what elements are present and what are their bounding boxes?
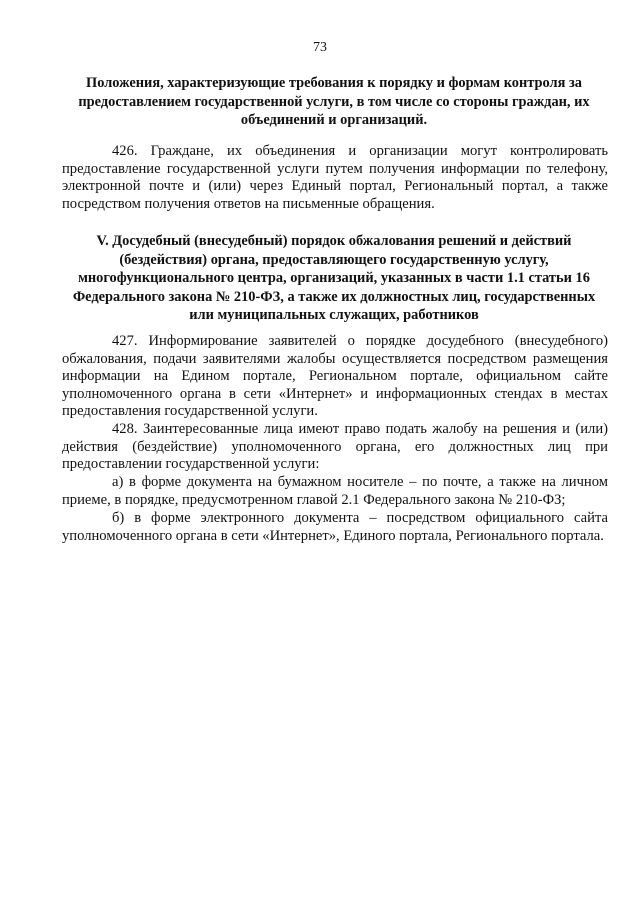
page-number: 73	[313, 40, 327, 55]
section-heading-control: Положения, характеризующие требования к порядку и формам контроля за предоставлением государственной услуги, в том числе со стороны граждан, их объединений и организаций.	[78, 75, 590, 128]
list-item-a: а) в форме документа на бумажном носителе – по почте, а также на личном приеме, в порядке, предусмотренном главой 2.1 Федерального закона № 210-ФЗ;	[62, 474, 608, 508]
paragraph-428: 428. Заинтересованные лица имеют право подать жалобу на решения и (или) действия (бездействие) уполномоченного органа, его должностных лиц при предоставлении государственной услуги:	[62, 421, 608, 473]
section-heading-appeal: V. Досудебный (внесудебный) порядок обжалования решений и действий (бездействия) органа, предоставляющего государственную услугу, многофункционального центра, организаций, указанных в части 1.1 статьи 16 Федерального закона № 210-ФЗ, а также их должностных лиц, государственных или муниципальных служащих, работников	[72, 233, 596, 323]
paragraph-427: 427. Информирование заявителей о порядке досудебного (внесудебного) обжалования, подачи заявителями жалобы осуществляется посредством размещения информации на Едином портале, Региональном портале, официальном сайте уполномоченного органа в сети «Интернет» и информационных стендах в местах предоставления государственной услуги.	[62, 333, 608, 420]
paragraph-426: 426. Граждане, их объединения и организации могут контролировать предоставление государственной услуги путем получения информации по телефону, электронной почте и (или) через Единый портал, Региональный портал, а также посредством получения ответов на письменные обращения.	[62, 143, 608, 212]
list-item-b: б) в форме электронного документа – посредством официального сайта уполномоченного органа в сети «Интернет», Единого портала, Регионального портала.	[62, 510, 608, 544]
